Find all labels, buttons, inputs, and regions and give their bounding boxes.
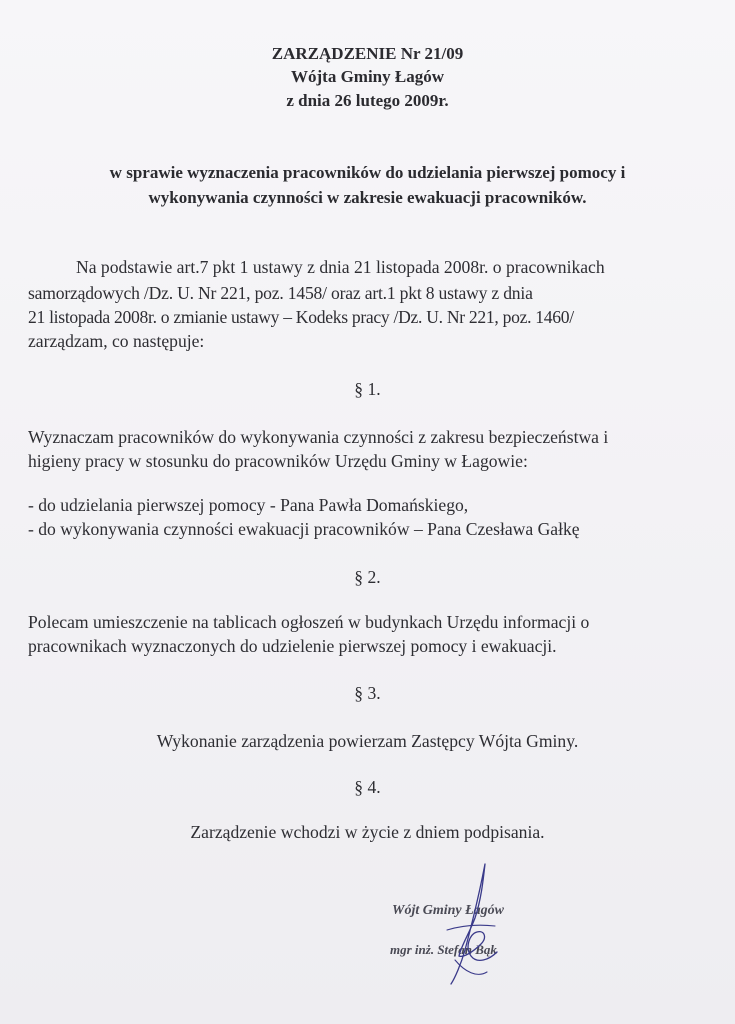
signature-name: mgr inż. Stefan Bąk: [390, 942, 497, 957]
section-2-line2: pracownikach wyznaczonych do udzielenie pierwszej pomocy i ewakuacji.: [28, 636, 557, 656]
section-1-heading: § 1.: [354, 379, 381, 399]
preamble-line4: zarządzam, co następuje:: [28, 331, 205, 351]
section-1-item1: - do udzielania pierwszej pomocy - Pana Pawła Domańskiego,: [28, 495, 469, 515]
section-2-heading: § 2.: [354, 567, 381, 587]
document-title: ZARZĄDZENIE Nr 21/09: [271, 44, 464, 63]
preamble-line2: samorządowych /Dz. U. Nr 221, poz. 1458/ oraz art.1 pkt 8 ustawy z dnia: [28, 283, 533, 303]
document-subject-line2: wykonywania czynności w zakresie ewakuacji pracowników.: [148, 188, 587, 207]
section-1-line2: higieny pracy w stosunku do pracowników Urzędu Gminy w Łagowie:: [28, 451, 528, 471]
handwritten-signature-icon: [425, 860, 535, 990]
section-2-line1: Polecam umieszczenie na tablicach ogłoszeń w budynkach Urzędu informacji o: [28, 612, 590, 632]
preamble-line3: 21 listopada 2008r. o zmianie ustawy – Kodeks pracy /Dz. U. Nr 221, poz. 1460/: [28, 307, 574, 327]
section-1-item2: - do wykonywania czynności ewakuacji pracowników – Pana Czesława Gałkę: [28, 519, 580, 539]
section-4-line1: Zarządzenie wchodzi w życie z dniem podpisania.: [190, 822, 545, 842]
document-subject-line1: w sprawie wyznaczenia pracowników do udzielania pierwszej pomocy i: [109, 163, 626, 182]
section-3-line1: Wykonanie zarządzenia powierzam Zastępcy Wójta Gminy.: [156, 731, 579, 751]
section-1-line1: Wyznaczam pracowników do wykonywania czynności z zakresu bezpieczeństwa i: [28, 427, 609, 447]
document-date: z dnia 26 lutego 2009r.: [286, 91, 449, 110]
signature-title: Wójt Gminy Łagów: [392, 903, 505, 918]
section-3-heading: § 3.: [354, 683, 381, 703]
document-issuer: Wójta Gminy Łagów: [291, 67, 444, 86]
preamble-line1: Na podstawie art.7 pkt 1 ustawy z dnia 21 listopada 2008r. o pracownikach: [76, 257, 605, 277]
section-4-heading: § 4.: [354, 777, 381, 797]
